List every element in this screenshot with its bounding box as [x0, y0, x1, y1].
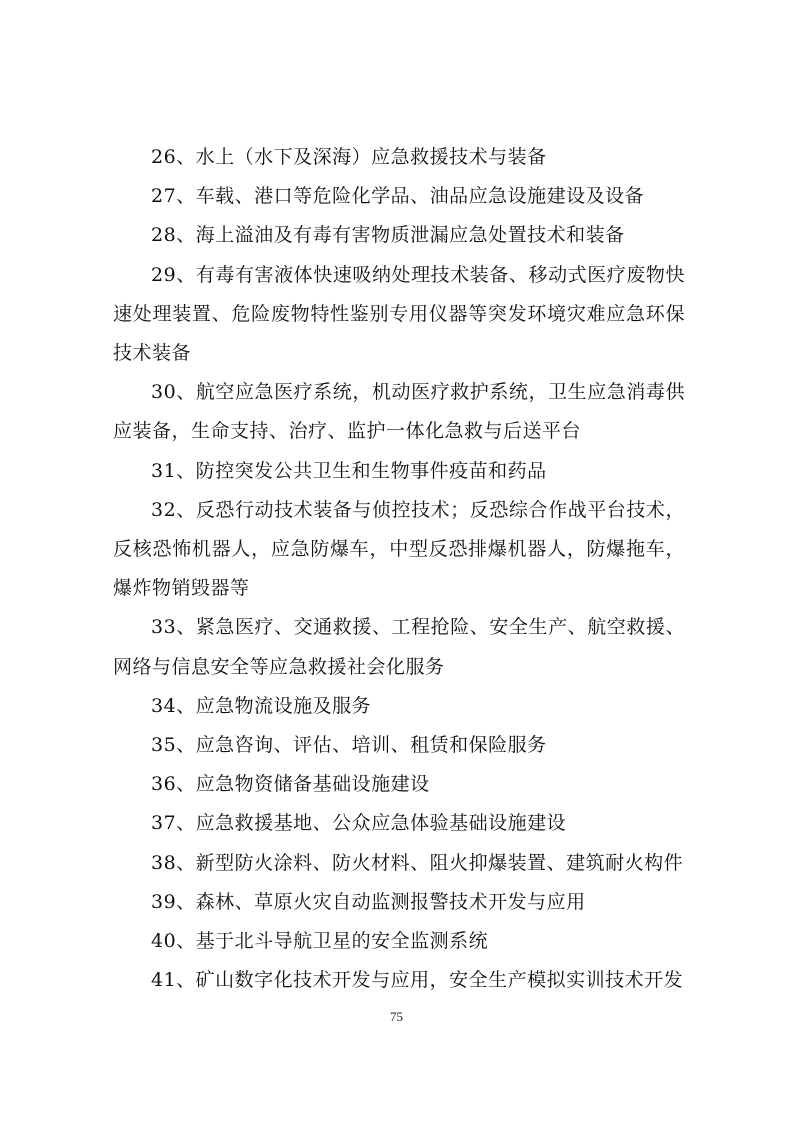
list-item: 26、水上（水下及深海）应急救援技术与装备 [151, 146, 547, 168]
list-item: 37、应急救援基地、公众应急体验基础设施建设 [151, 812, 567, 835]
list-item: 41、矿山数字化技术开发与应用，安全生产模拟实训技术开发 [151, 969, 684, 992]
item-list [113, 138, 685, 1000]
list-item: 38、新型防火涂料、防火材料、阻火抑爆装置、建筑耐火构件 [151, 851, 684, 874]
list-item: 29、有毒有害液体快速吸纳处理技术装备、移动式医疗废物快速处理装置、危险废物特性鉴别专用仪器等突发环境灾难应急环保技术装备 [113, 263, 685, 365]
list-item: 28、海上溢油及有毒有害物质泄漏应急处置技术和装备 [151, 224, 625, 247]
list-item: 36、应急物资储备基础设施建设 [151, 773, 430, 796]
list-item: 32、反恐行动技术装备与侦控技术；反恐综合作战平台技术，反核恐怖机器人，应急防爆车，中型反恐排爆机器人，防爆拖车，爆炸物销毁器等 [113, 498, 685, 600]
list-item: 27、车载、港口等危险化学品、油品应急设施建设及设备 [151, 185, 645, 208]
page-number: 75 [390, 1009, 403, 1024]
list-item: 33、紧急医疗、交通救援、工程抢险、安全生产、航空救援、网络与信息安全等应急救援社会化服务 [113, 616, 685, 678]
list-item: 39、森林、草原火灾自动监测报警技术开发与应用 [151, 890, 586, 913]
list-item: 34、应急物流设施及服务 [151, 694, 372, 717]
list-item: 35、应急咨询、评估、培训、租赁和保险服务 [151, 734, 547, 757]
list-item: 31、防控突发公共卫生和生物事件疫苗和药品 [151, 459, 547, 482]
list-item: 30、航空应急医疗系统，机动医疗救护系统，卫生应急消毒供应装备，生命支持、治疗、监护一体化急救与后送平台 [113, 381, 685, 443]
list-item: 40、基于北斗导航卫星的安全监测系统 [151, 930, 489, 953]
